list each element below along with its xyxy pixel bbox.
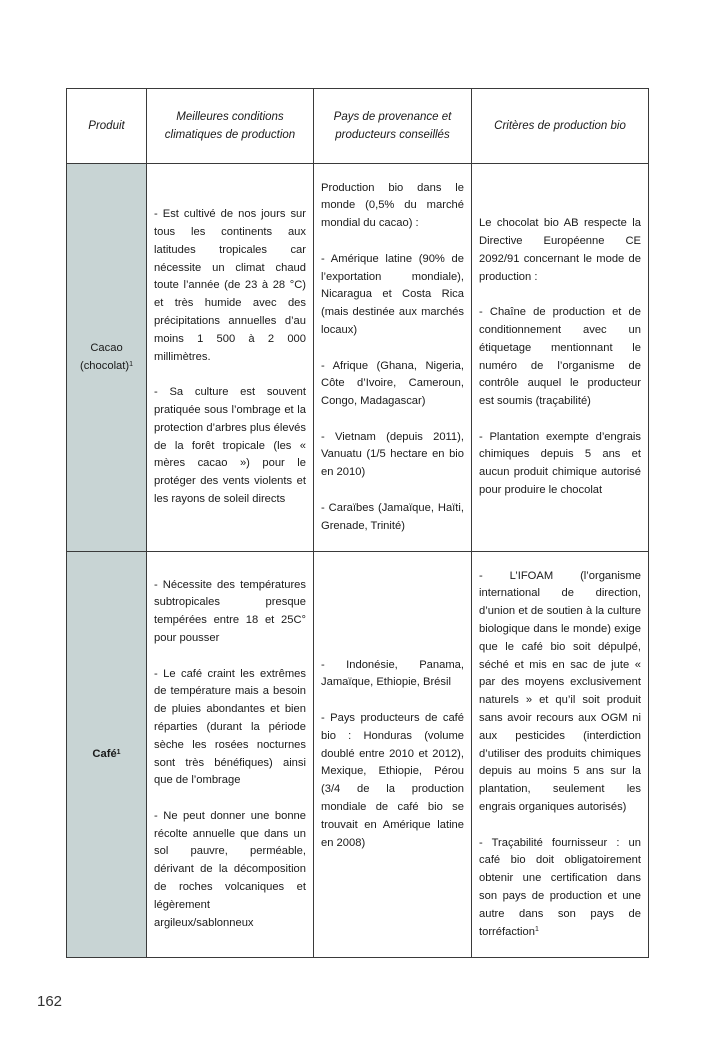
criteres-paragraph: - Plantation exempte d’engrais chimiques depuis 5 ans et aucun produit chimique autorisé pour produire le chocolat	[479, 430, 641, 497]
pays-paragraph: - Caraïbes (Jamaïque, Haïti, Grenade, Trinité)	[321, 501, 464, 532]
pays-paragraph: - Indonésie, Panama, Jamaïque, Ethiopie, Brésil	[321, 658, 464, 689]
product-cell	[67, 164, 147, 552]
pays-paragraph: - Vietnam (depuis 2011), Vanuatu (1/5 hectare en bio en 2010)	[321, 430, 464, 479]
product-name: Café	[92, 747, 117, 760]
header-produit: Produit	[67, 89, 147, 164]
footnote-marker: 1	[116, 748, 121, 756]
header-criteres: Critères de production bio	[472, 89, 649, 164]
criteres-paragraph: - Chaîne de production et de conditionnement avec un étiquetage mentionnant le numéro de l’organisme de contrôle auquel le producteur est soumis (traçabilité)	[479, 306, 641, 408]
criteres-cell	[472, 552, 649, 958]
conditions-paragraph: - Est cultivé de nos jours sur tous les continents aux latitudes tropicales car nécessite un climat chaud toute l’année (de 23 à 28 °C) et très humide avec des précipitations annuelles d’au moins 1 500 à 2 000 millimètres.	[154, 208, 306, 363]
pays-paragraph: - Pays producteurs de café bio : Honduras (volume doublé entre 2010 et 2012), Mexique, Ethiopie, Pérou (3/4 de la production mondiale de café bio se trouvait en Amérique latine en 2008)	[321, 712, 464, 849]
footnote-marker: 1	[129, 360, 134, 368]
criteres-paragraph	[479, 835, 641, 942]
conditions-paragraph: - Sa culture est souvent pratiquée sous l’ombrage et la protection d’arbres plus élevés de la forêt tropicale (les « mères cacao ») pour le protéger des vents violents et les rayons de soleil directs	[154, 386, 306, 505]
pays-cell	[314, 164, 472, 552]
table-header-row	[67, 89, 649, 164]
table-row-cacao	[67, 164, 649, 552]
conditions-paragraph: - Le café craint les extrêmes de température mais a besoin de pluies abondantes et bien réparties (durant la période sèche les rosées nocturnes sont très bénéfiques) ainsi que de l’ombrage	[154, 667, 306, 787]
conditions-cell	[147, 552, 314, 958]
products-table	[66, 88, 649, 958]
conditions-paragraph: - Nécessite des températures subtropicales presque tempérées entre 18 et 25C° pour pousser	[154, 578, 306, 644]
conditions-cell	[147, 164, 314, 552]
pays-paragraph: - Amérique latine (90% de l’exportation mondiale), Nicaragua et Costa Rica (mais destinée aux marchés locaux)	[321, 252, 464, 336]
table-row-cafe	[67, 552, 649, 958]
header-conditions: Meilleures conditions climatiques de production	[147, 89, 314, 164]
conditions-paragraph: - Ne peut donner une bonne récolte annuelle que dans un sol pauvre, perméable, dérivant de la décomposition de roches volcaniques et légèrement argileux/sablonneux	[154, 809, 306, 929]
footnote-marker: 1	[534, 925, 539, 933]
product-cell	[67, 552, 147, 958]
criteres-paragraph: - L’IFOAM (l’organisme international de direction, d’union et de soutien à la culture biologique dans le monde) exige que le café bio soit dépulpé, séché et mis en sac de jute « par des moyens exclusivement naturels » et qu’il soit produit sans avoir recours aux OGM ni aux pesticides (interdiction d’utiliser des produits chimiques depuis au moins 5 ans sur la plantation, seulement les engrais organiques autorisés)	[479, 569, 641, 813]
criteres-paragraph: Le chocolat bio AB respecte la Directive Européenne CE 2092/91 concernant le mode de production :	[479, 217, 641, 283]
criteres-text: - Traçabilité fournisseur : un café bio doit obligatoirement obtenir une certification dans son pays de production et une autre dans son pays de torréfaction	[479, 836, 641, 938]
pays-paragraph: Production bio dans le monde (0,5% du marché mondial du cacao) :	[321, 181, 464, 230]
pays-paragraph: - Afrique (Ghana, Nigeria, Côte d’Ivoire, Cameroun, Congo, Madagascar)	[321, 359, 464, 408]
criteres-cell	[472, 164, 649, 552]
header-pays: Pays de provenance et producteurs conseillés	[314, 89, 472, 164]
product-name: Cacao (chocolat)	[79, 341, 130, 372]
pays-cell	[314, 552, 472, 958]
page-number: 162	[37, 993, 63, 1010]
